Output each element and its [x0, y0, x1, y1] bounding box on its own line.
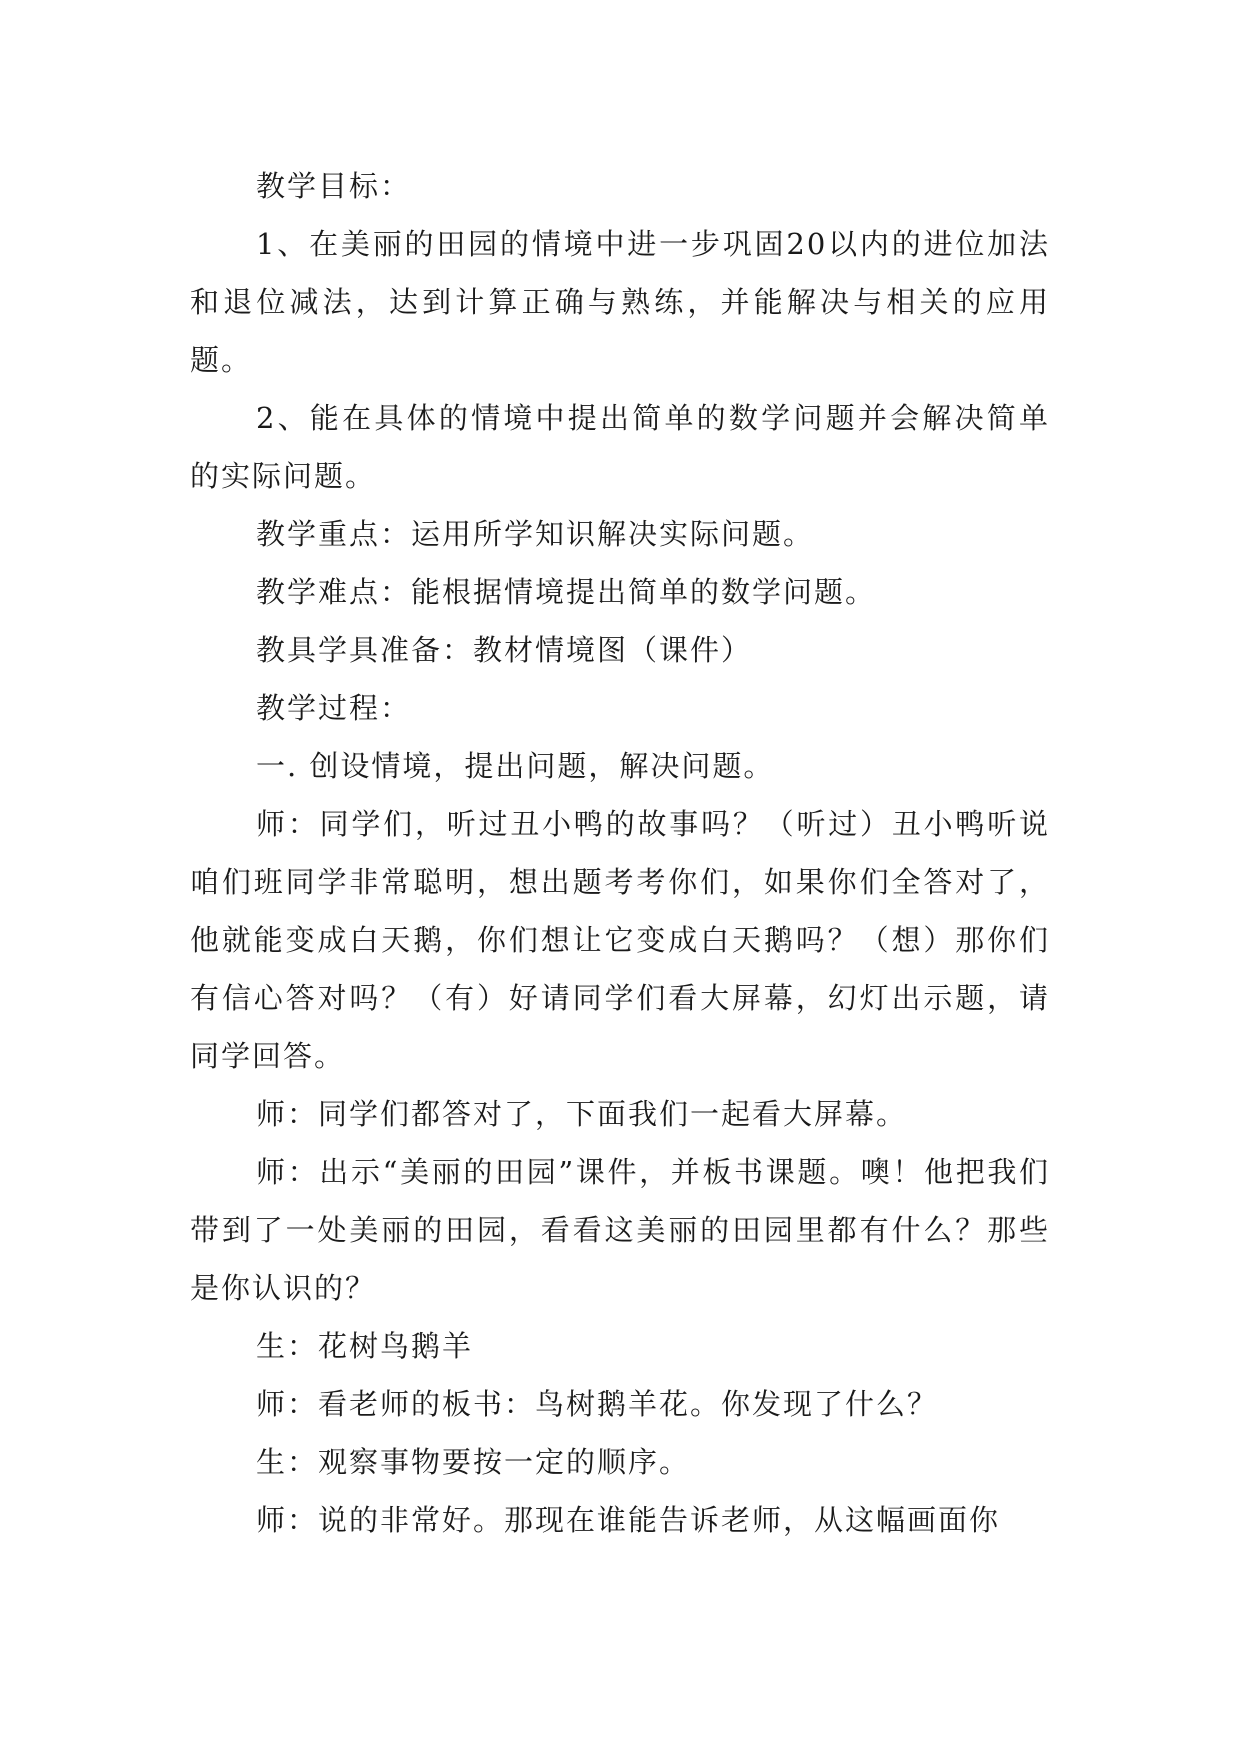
paragraph-goal-1: 1、在美丽的田园的情境中进一步巩固20以内的进位加法和退位减法，达到计算正确与熟练，并能解决与相关的应用题。 [190, 227, 1050, 377]
paragraph-teacher-board: 师：看老师的板书：鸟树鹅羊花。你发现了什么？ [256, 1387, 939, 1421]
document-body [190, 157, 1050, 1549]
paragraph-teacher-courseware: 师：出示“美丽的田园”课件，并板书课题。噢！他把我们带到了一处美丽的田园，看看这美丽的田园里都有什么？那些是你认识的？ [190, 1155, 1050, 1305]
paragraph-materials: 教具学具准备：教材情境图（课件） [256, 633, 753, 667]
paragraph-process-heading: 教学过程： [256, 691, 412, 725]
paragraph-teaching-goals-heading: 教学目标： [256, 169, 412, 203]
paragraph-teacher-praise: 师：说的非常好。那现在谁能告诉老师，从这幅画面你 [256, 1503, 1001, 1537]
paragraph-teacher-intro: 师：同学们，听过丑小鸭的故事吗？（听过）丑小鸭听说咱们班同学非常聪明，想出题考考你们，如果你们全答对了，他就能变成白天鹅，你们想让它变成白天鹅吗？（想）那你们有信心答对吗？（有）好请同学们看大屏幕，幻灯出示题，请同学回答。 [190, 807, 1050, 1073]
paragraph-teaching-difficulty: 教学难点：能根据情境提出简单的数学问题。 [256, 575, 877, 609]
paragraph-section-1-heading: 一. 创设情境，提出问题，解决问题。 [256, 749, 775, 783]
paragraph-teacher-screen: 师：同学们都答对了，下面我们一起看大屏幕。 [256, 1097, 908, 1131]
paragraph-teaching-focus: 教学重点：运用所学知识解决实际问题。 [256, 517, 815, 551]
paragraph-goal-2: 2、能在具体的情境中提出简单的数学问题并会解决简单的实际问题。 [190, 401, 1050, 493]
paragraph-student-answer-1: 生：花树鸟鹅羊 [256, 1329, 474, 1363]
paragraph-student-answer-2: 生：观察事物要按一定的顺序。 [256, 1445, 691, 1479]
